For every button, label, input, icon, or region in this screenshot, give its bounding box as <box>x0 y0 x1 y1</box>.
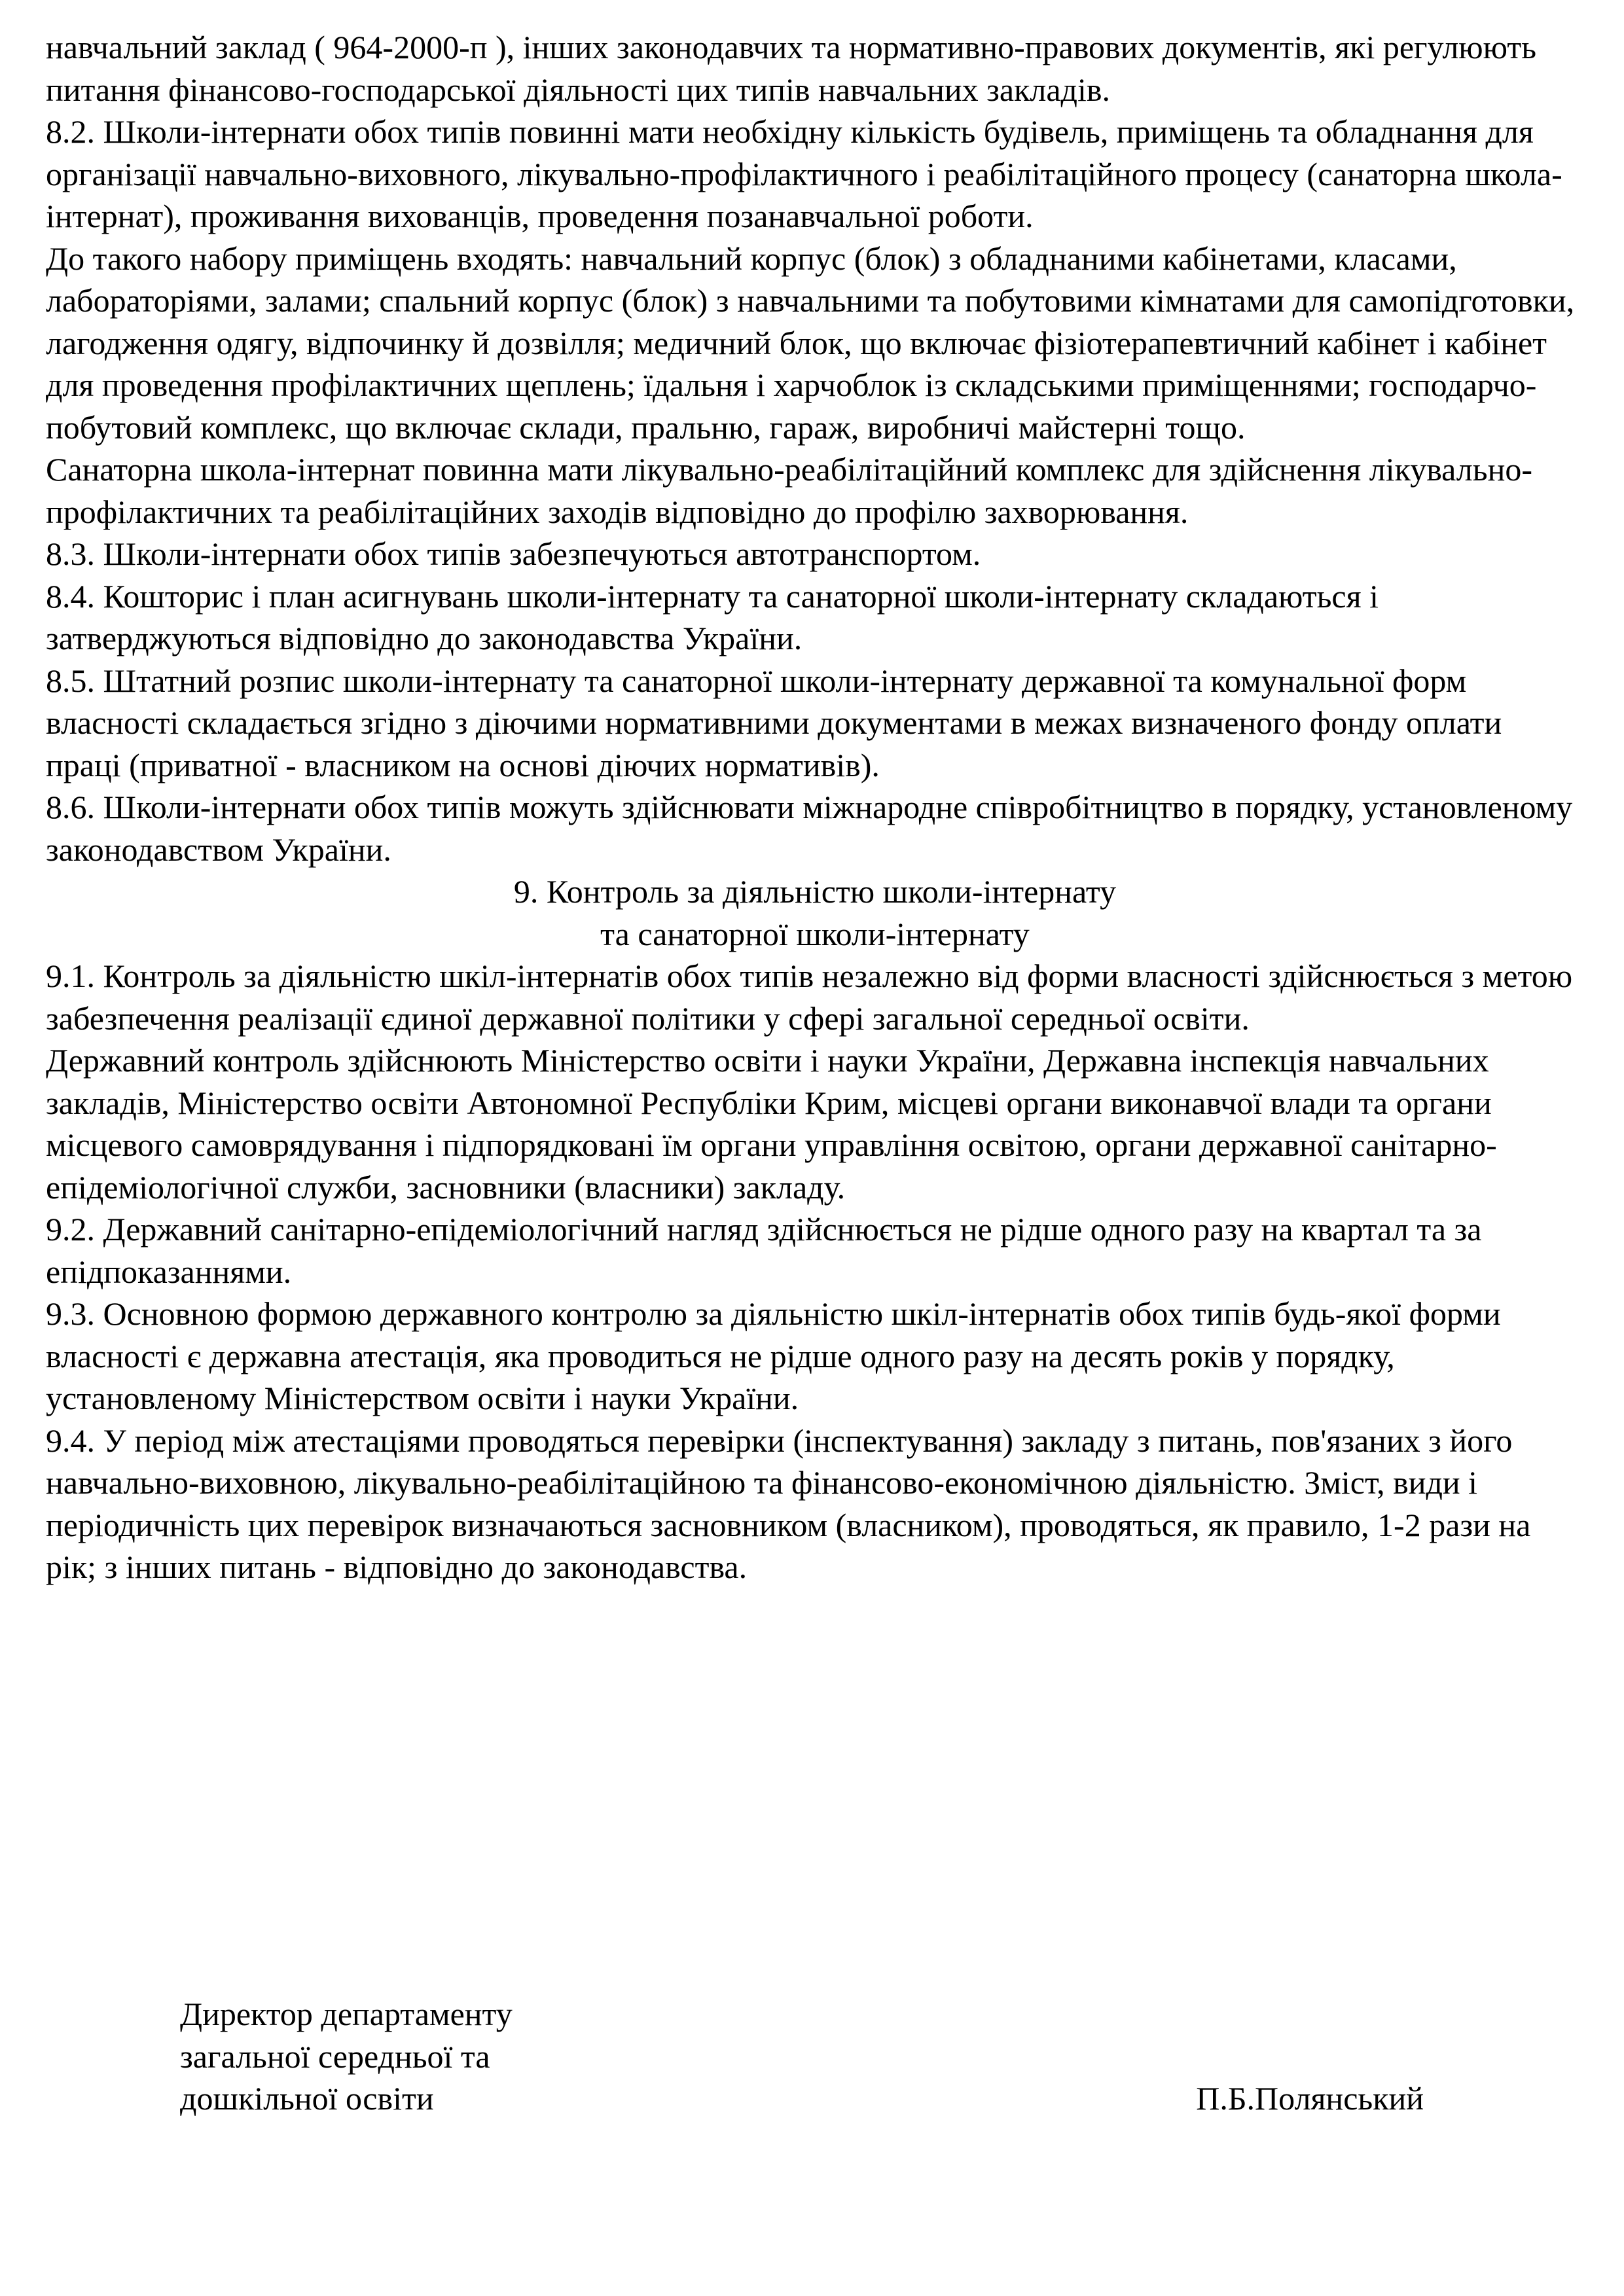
section-heading-line1: 9. Контроль за діяльністю школи-інтернату <box>513 873 1117 910</box>
signatory-title-line2: загальної середньої та <box>180 2037 490 2075</box>
section-heading-line2: та санаторної школи-інтернату <box>600 915 1030 952</box>
paragraph-state-control: Державний контроль здійснюють Міністерство освіти і науки України, Державна інспекція навчальних закладів, Міністерство освіти Автономної Республіки Крим, місцеві органи виконавчої влади та органи місцевого самоврядування і підпорядковані їм органи управління освітою, органи державної санітарно-епідеміологічної служби, засновники (власники) закладу. <box>46 1042 1497 1206</box>
document-body <box>46 26 1584 1588</box>
paragraph-9-4: 9.4. У період між атестаціями проводяться перевірки (інспектування) закладу з питань, пов'язаних з його навчально-виховною, лікувально-реабілітаційною та фінансово-економічною діяльністю. Зміст, види і періодичність цих перевірок визначаються засновником (власником), проводяться, як правило, 1-2 рази на рік; з інших питань - відповідно до законодавства. <box>46 1422 1531 1585</box>
paragraph-8-4: 8.4. Кошторис і план асигнувань школи-інтернату та санаторної школи-інтернату складаються і затверджуються відповідно до законодавства України. <box>46 577 1379 656</box>
paragraph-9-3: 9.3. Основною формою державного контролю за діяльністю шкіл-інтернатів обох типів будь-якої форми власності є державна атестація, яка проводиться не рідше одного разу на десять років у порядку, установленому Міністерством освіти і науки України. <box>46 1295 1501 1416</box>
paragraph-9-2: 9.2. Державний санітарно-епідеміологічний нагляд здійснюється не рідше одного разу на квартал та за епідпоказаннями. <box>46 1211 1482 1290</box>
signatory-title-line3: дошкільної освіти <box>180 2080 434 2117</box>
signature-block <box>180 1993 1424 2120</box>
paragraph-8-3: 8.3. Школи-інтернати обох типів забезпечуються автотранспортом. <box>46 535 981 572</box>
signatory-name: П.Б.Полянський <box>1196 2080 1424 2117</box>
paragraph-8-6: 8.6. Школи-інтернати обох типів можуть здійснювати міжнародне співробітництво в порядку, установленому законодавством України. <box>46 789 1573 868</box>
paragraph-8-2: 8.2. Школи-інтернати обох типів повинні мати необхідну кількість будівель, приміщень та обладнання для організації навчально-виховного, лікувально-профілактичного і реабілітаційного процесу (санаторна школа-інтернат), проживання вихованців, проведення позанавчальної роботи. <box>46 113 1562 234</box>
paragraph-9-1: 9.1. Контроль за діяльністю шкіл-інтернатів обох типів незалежно від форми власності здійснюється з метою забезпечення реалізації єдиної державної політики у сфері загальної середньої освіти. <box>46 958 1573 1037</box>
paragraph-sanatorium-complex: Санаторна школа-інтернат повинна мати лікувально-реабілітаційний комплекс для здійснення лікувально-профілактичних та реабілітаційних заходів відповідно до профілю захворювання. <box>46 451 1532 530</box>
paragraph-continuation: навчальний заклад ( 964-2000-п ), інших законодавчих та нормативно-правових документів, які регулюють питання фінансово-господарської діяльності цих типів навчальних закладів. <box>46 29 1537 108</box>
section-heading <box>46 870 1584 955</box>
paragraph-8-5: 8.5. Штатний розпис школи-інтернату та санаторної школи-інтернату державної та комунальної форм власності складається згідно з діючими нормативними документами в межах визначеного фонду оплати праці (приватної - власником на основі діючих нормативів). <box>46 662 1502 783</box>
paragraph-premises-list: До такого набору приміщень входять: навчальний корпус (блок) з обладнаними кабінетами, класами, лабораторіями, залами; спальний корпус (блок) з навчальними та побутовими кімнатами для самопідготовки, лагодження одягу, відпочинку й дозвілля; медичний блок, що включає фізіотерапевтичний кабінет і кабінет для проведення профілактичних щеплень; їдальня і харчоблок із складськими приміщеннями; господарчо-побутовий комплекс, що включає склади, пральню, гараж, виробничі майстерні тощо. <box>46 240 1575 446</box>
signatory-title-line1: Директор департаменту <box>180 1996 513 2032</box>
